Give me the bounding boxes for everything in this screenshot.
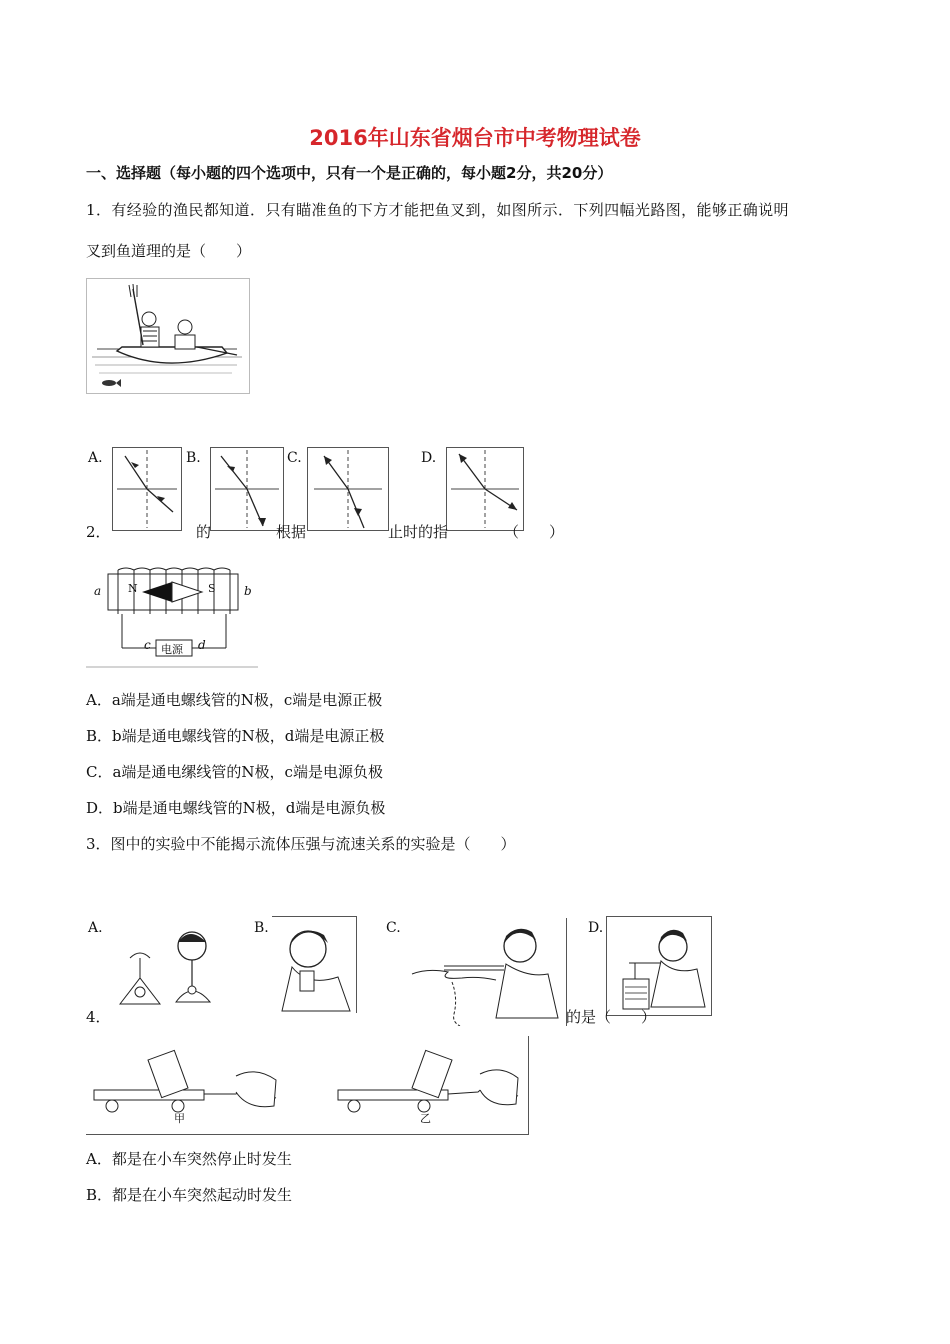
- question-2-stem-start: 2．: [86, 523, 111, 541]
- solenoid-label-n: N: [128, 582, 138, 595]
- q2-option-d: D．b端是通电螺线管的N极，d端是电源负极: [86, 799, 386, 817]
- q3-option-b-label: B.: [254, 920, 269, 936]
- q3-option-d-figure: [606, 916, 712, 1016]
- q1-option-b-label: B.: [186, 450, 201, 466]
- question-2-stem-fragment-2: 根据: [276, 523, 307, 541]
- q1-option-d-label: D.: [421, 450, 437, 466]
- cart-figure: [86, 1036, 529, 1135]
- q3-option-c-label: C.: [386, 920, 401, 936]
- question-4-stem-start: 4．: [86, 1008, 111, 1026]
- question-4-stem-end: 的是（ ）: [566, 1008, 657, 1026]
- q1-option-d-diagram: [446, 447, 524, 531]
- solenoid-label-a: a: [94, 584, 102, 598]
- q1-option-c-diagram: [307, 447, 389, 531]
- q1-option-c-label: C.: [287, 450, 302, 466]
- fisherman-figure: [86, 278, 250, 394]
- power-source-label: 电源: [161, 643, 183, 656]
- q2-option-a: A．a端是通电螺线管的N极，c端是电源正极: [86, 691, 383, 709]
- q1-option-b-diagram: [210, 447, 284, 531]
- question-2-stem-fragment-3: 止时的指: [388, 523, 449, 541]
- solenoid-figure: [86, 560, 258, 668]
- question-2-stem-end: （ ）: [504, 523, 565, 541]
- q3-option-a-label: A.: [88, 920, 103, 936]
- q3-option-a-figure: [110, 918, 236, 1008]
- cart-label-yi: 乙: [420, 1112, 431, 1125]
- section-heading: 一、选择题（每小题的四个选项中，只有一个是正确的，每小题2分，共20分）: [86, 164, 613, 182]
- q2-option-c: C．a端是通电缧线管的N极，c端是电源负极: [86, 763, 383, 781]
- question-2-stem-fragment-1: 的: [196, 523, 212, 541]
- solenoid-label-b: b: [244, 584, 252, 598]
- q3-option-c-figure: [408, 918, 567, 1026]
- q2-option-b: B．b端是通电螺线管的N极，d端是电源正极: [86, 727, 385, 745]
- question-1-line-1: 1．有经验的渔民都知道．只有瞄准鱼的下方才能把鱼叉到，如图所示．下列四幅光路图，能够正确说明: [86, 201, 789, 219]
- q3-option-b-figure: [272, 916, 357, 1013]
- cart-label-jia: 甲: [174, 1112, 185, 1125]
- q4-option-a: A．都是在小车突然停止时发生: [86, 1150, 292, 1168]
- power-label-c: c: [144, 638, 151, 652]
- page-title: 2016年山东省烟台市中考物理试卷: [309, 126, 641, 150]
- q4-option-b: B．都是在小车突然起动时发生: [86, 1186, 293, 1204]
- solenoid-label-s: S: [208, 582, 216, 595]
- q1-option-a-diagram: [112, 447, 182, 531]
- q3-option-d-label: D.: [588, 920, 604, 936]
- question-1-line-2: 叉到鱼道理的是（ ）: [86, 242, 252, 260]
- q1-option-a-label: A.: [88, 450, 103, 466]
- question-3-stem: 3．图中的实验中不能揭示流体压强与流速关系的实验是（ ）: [86, 835, 516, 853]
- power-label-d: d: [198, 638, 206, 652]
